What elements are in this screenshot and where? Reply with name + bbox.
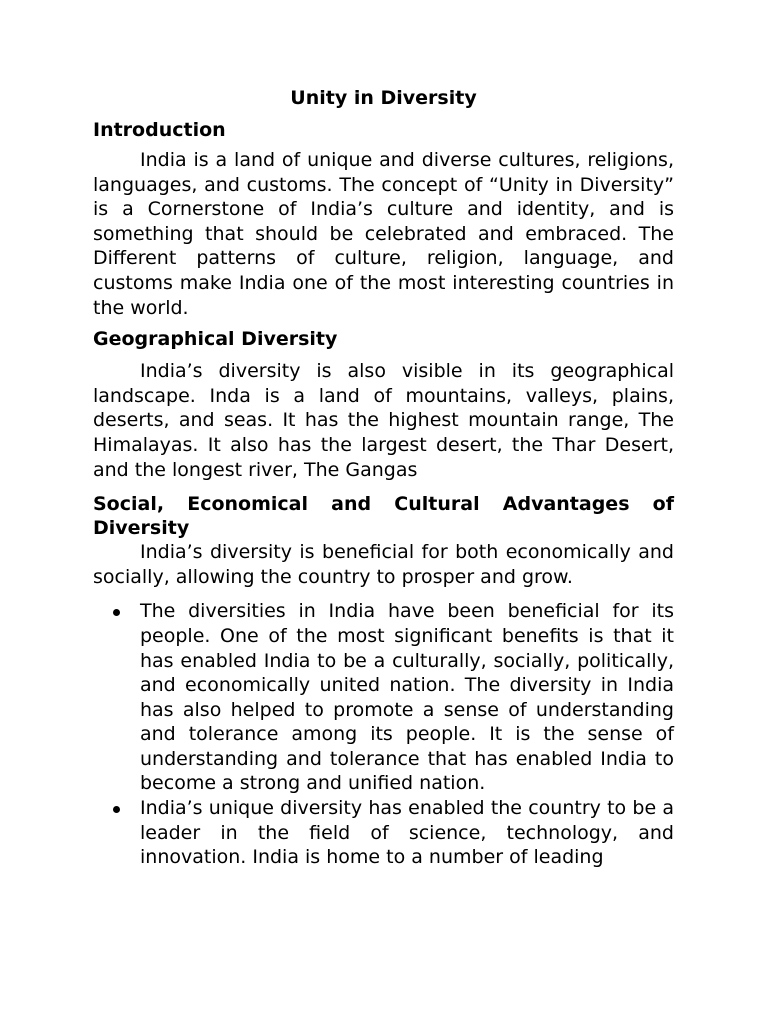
section-advantages-of-diversity (93, 492, 674, 870)
bullet-icon (113, 806, 120, 813)
section-heading-introduction: Introduction (93, 119, 226, 141)
section-geographical-diversity (93, 327, 674, 482)
bullet-icon (113, 609, 120, 616)
section-heading-advantages-of-diversity: Social, Economical and Cultural Advantages of Diversity (93, 493, 674, 540)
document-page (93, 86, 674, 870)
list-item-text: India’s unique diversity has enabled the country to be a leader in the field of science, technology, and innovation. India is home to a number of leading (140, 797, 674, 869)
geographical-diversity-paragraph: India’s diversity is also visible in its geographical landscape. Inda is a land of mountains, valleys, plains, deserts, and seas. It has the highest mountain range, The Himalayas. It also has the largest desert, the Thar Desert, and the longest river, The Gangas (93, 360, 674, 481)
section-heading-geographical-diversity: Geographical Diversity (93, 328, 338, 351)
list-item-text: The diversities in India have been beneficial for its people. One of the most significant benefits is that it has enabled India to be a culturally, socially, politically, and economically united nation. The diversity in India has also helped to promote a sense of understanding and tolerance among its people. It is the sense of understanding and tolerance that has enabled India to become a strong and unified nation. (140, 600, 674, 795)
section-introduction (93, 118, 674, 320)
advantages-bullet-list (93, 599, 674, 870)
list-item (93, 796, 674, 870)
advantages-paragraph: India’s diversity is beneficial for both economically and socially, allowing the country to prosper and grow. (93, 541, 674, 588)
document-title: Unity in Diversity (290, 87, 477, 109)
introduction-paragraph: India is a land of unique and diverse cultures, religions, languages, and customs. The concept of “Unity in Diversity” is a Cornerstone of India’s culture and identity, and is something that should be celebrated and embraced. The Different patterns of culture, religion, language, and customs make India one of the most interesting countries in the world. (93, 149, 674, 319)
list-item (93, 599, 674, 796)
